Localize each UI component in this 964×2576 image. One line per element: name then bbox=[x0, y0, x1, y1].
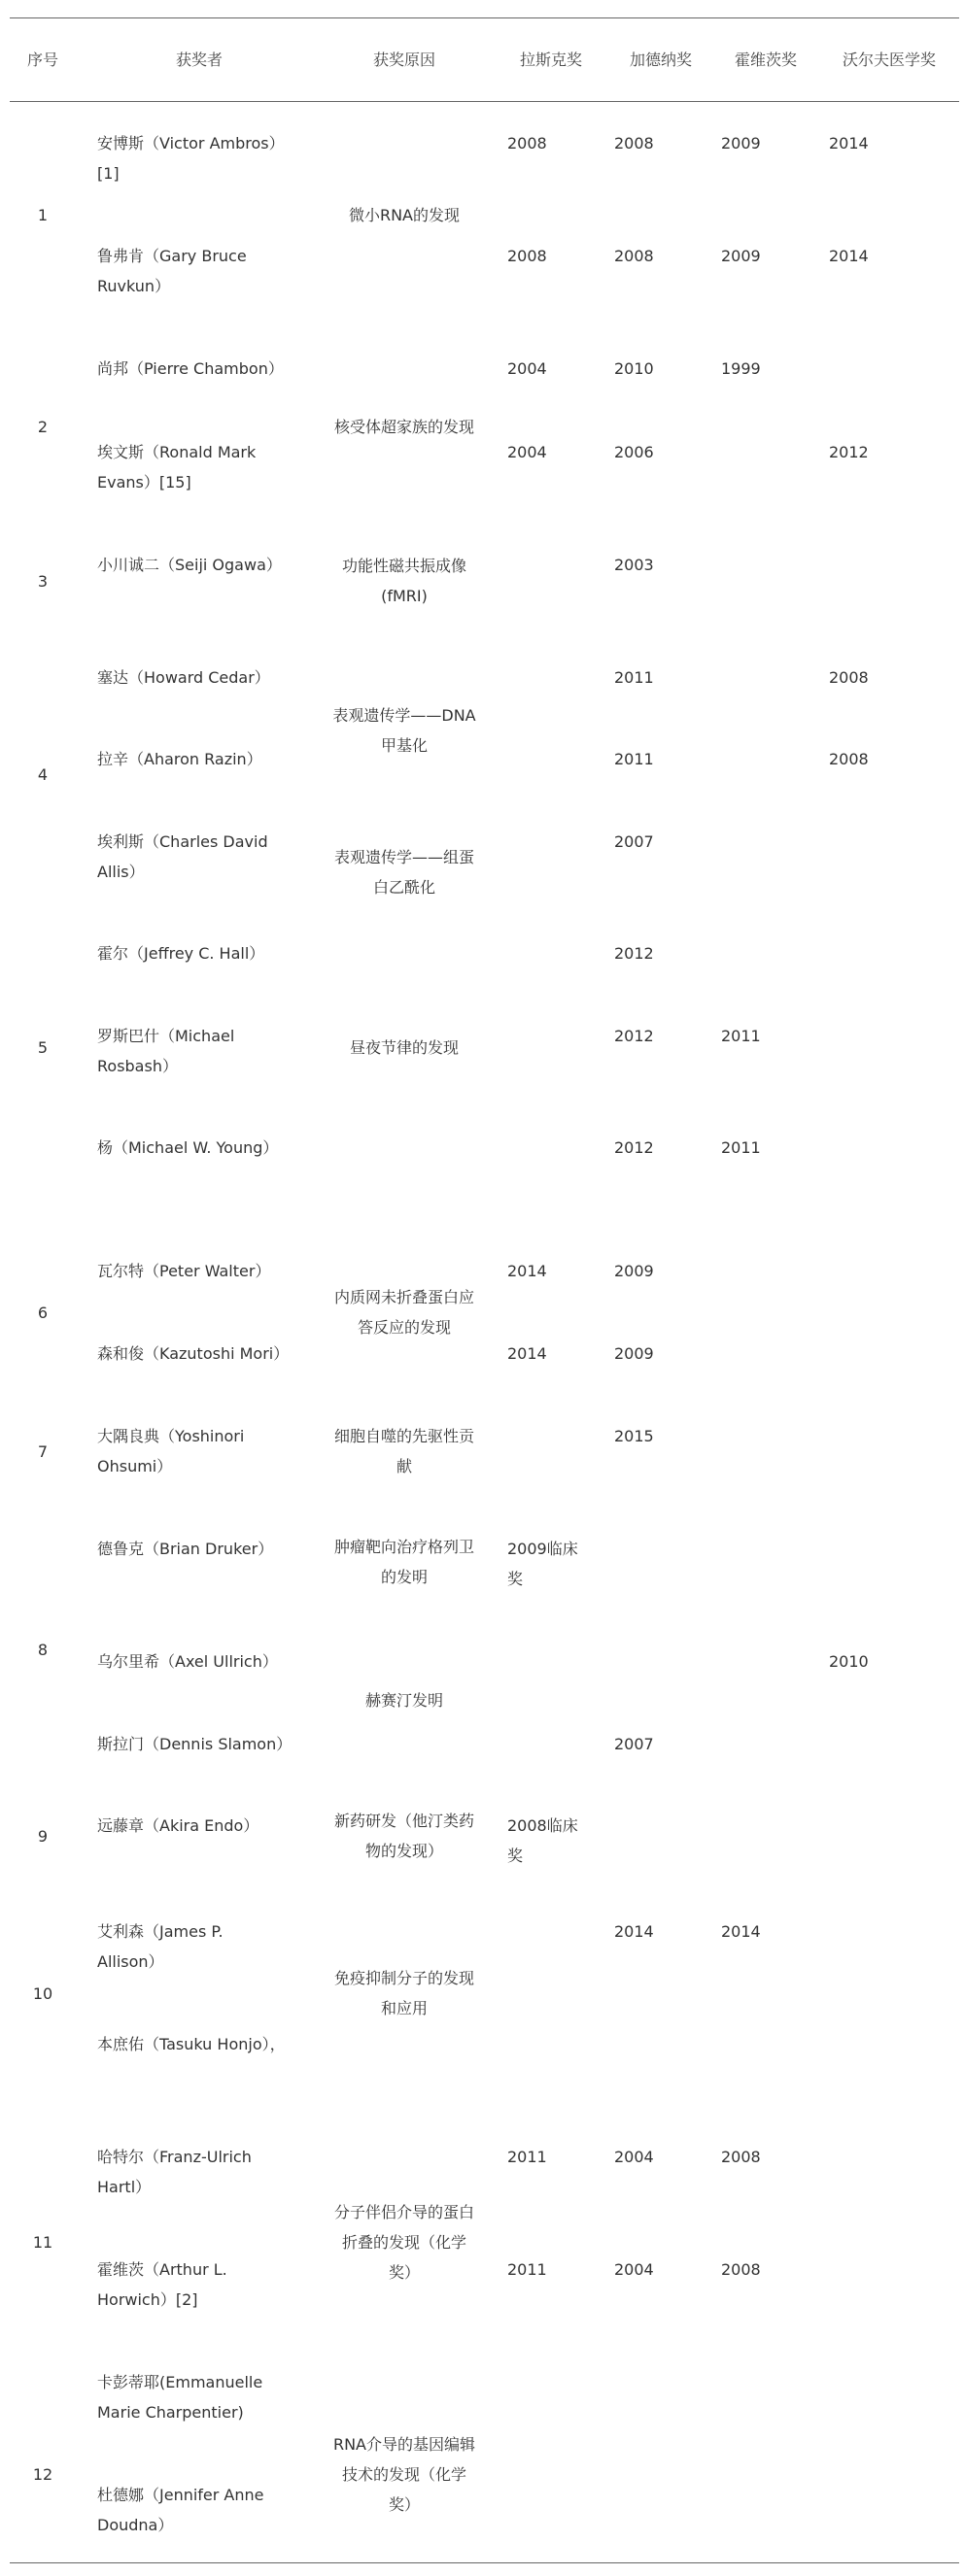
horwitz-year: 2008 bbox=[721, 2260, 761, 2279]
lasker-year: 2014 bbox=[507, 1262, 547, 1280]
col-header-wolf: 沃尔夫医学奖 bbox=[842, 51, 936, 69]
award-reason: 细胞自噬的先驱性贡 献 bbox=[333, 1427, 474, 1475]
group-number: 5 bbox=[37, 1037, 49, 1057]
award-reason: 功能性磁共振成像 (fMRI) bbox=[341, 557, 466, 605]
group-number: 9 bbox=[37, 1826, 49, 1846]
gairdner-year: 2007 bbox=[614, 1735, 654, 1753]
horwitz-year: 2008 bbox=[721, 2148, 761, 2166]
lasker-year: 2009临床 奖 bbox=[507, 1540, 578, 1588]
table-top-rule bbox=[10, 17, 959, 18]
lasker-year: 2011 bbox=[507, 2148, 547, 2166]
award-reason: 微小RNA的发现 bbox=[348, 205, 461, 224]
lasker-year: 2008临床 奖 bbox=[507, 1816, 578, 1865]
laureate-name: 塞达（Howard Cedar） bbox=[97, 668, 270, 687]
laureate-name: 瓦尔特（Peter Walter） bbox=[97, 1262, 271, 1280]
award-reason: 免疫抑制分子的发现 和应用 bbox=[333, 1969, 474, 2017]
gairdner-year: 2011 bbox=[614, 668, 654, 687]
gairdner-year: 2009 bbox=[614, 1262, 654, 1280]
laureate-name: 乌尔里希（Axel Ullrich） bbox=[97, 1652, 278, 1671]
laureate-name: 森和俊（Kazutoshi Mori） bbox=[97, 1344, 290, 1363]
group-number: 7 bbox=[37, 1441, 49, 1461]
gairdner-year: 2015 bbox=[614, 1427, 654, 1445]
horwitz-year: 1999 bbox=[721, 359, 761, 378]
laureate-name: 艾利森（James P. Allison） bbox=[97, 1922, 224, 1971]
gairdner-year: 2006 bbox=[614, 443, 654, 461]
group-number: 11 bbox=[32, 2232, 53, 2252]
lasker-year: 2008 bbox=[507, 134, 547, 153]
laureate-name: 远藤章（Akira Endo） bbox=[97, 1816, 259, 1835]
wolf-year: 2008 bbox=[829, 668, 869, 687]
laureate-name: 安博斯（Victor Ambros） [1] bbox=[97, 134, 285, 183]
lasker-year: 2004 bbox=[507, 443, 547, 461]
wolf-year: 2008 bbox=[829, 750, 869, 768]
col-header-gairdner: 加德纳奖 bbox=[629, 51, 692, 69]
table-bottom-rule bbox=[10, 2562, 959, 2563]
gairdner-year: 2007 bbox=[614, 832, 654, 851]
col-header-horwitz: 霍维茨奖 bbox=[734, 51, 797, 69]
horwitz-year: 2014 bbox=[721, 1922, 761, 1941]
horwitz-year: 2009 bbox=[721, 134, 761, 153]
award-reason: 核受体超家族的发现 bbox=[333, 417, 474, 436]
horwitz-year: 2011 bbox=[721, 1027, 761, 1045]
award-reason: RNA介导的基因编辑 技术的发现（化学 奖） bbox=[332, 2434, 476, 2514]
laureate-name: 大隅良典（Yoshinori Ohsumi） bbox=[97, 1427, 245, 1475]
laureate-name: 罗斯巴什（Michael Rosbash） bbox=[97, 1027, 235, 1075]
group-number: 8 bbox=[37, 1640, 49, 1659]
gairdner-year: 2010 bbox=[614, 359, 654, 378]
group-number: 1 bbox=[37, 205, 49, 224]
laureate-name: 尚邦（Pierre Chambon） bbox=[97, 359, 284, 378]
gairdner-year: 2004 bbox=[614, 2260, 654, 2279]
group-number: 2 bbox=[37, 417, 49, 436]
lasker-year: 2004 bbox=[507, 359, 547, 378]
laureate-name: 拉辛（Aharon Razin） bbox=[97, 750, 262, 768]
gairdner-year: 2008 bbox=[614, 134, 654, 153]
laureate-name: 鲁弗肯（Gary Bruce Ruvkun） bbox=[97, 247, 247, 295]
gairdner-year: 2004 bbox=[614, 2148, 654, 2166]
laureate-name: 埃利斯（Charles David Allis） bbox=[97, 832, 268, 881]
gairdner-year: 2012 bbox=[614, 1138, 654, 1157]
laureate-name: 德鲁克（Brian Druker） bbox=[97, 1540, 274, 1558]
gairdner-year: 2014 bbox=[614, 1922, 654, 1941]
group-number: 10 bbox=[32, 1983, 53, 2003]
award-reason: 肿瘤靶向治疗格列卫 的发明 bbox=[333, 1538, 474, 1586]
award-reason: 表观遗传学——DNA 甲基化 bbox=[332, 706, 476, 755]
award-reason: 新药研发（他汀类药 物的发现） bbox=[333, 1812, 474, 1860]
award-reason: 赫赛汀发明 bbox=[364, 1690, 443, 1710]
laureate-name: 小川诚二（Seiji Ogawa） bbox=[97, 556, 282, 574]
gairdner-year: 2003 bbox=[614, 556, 654, 574]
award-reason: 内质网未折叠蛋白应 答反应的发现 bbox=[333, 1288, 474, 1337]
lasker-year: 2008 bbox=[507, 247, 547, 265]
col-header-no: 序号 bbox=[26, 51, 58, 69]
col-header-laureate: 获奖者 bbox=[175, 51, 223, 69]
gairdner-year: 2009 bbox=[614, 1344, 654, 1363]
laureate-name: 斯拉门（Dennis Slamon） bbox=[97, 1735, 293, 1753]
gairdner-year: 2012 bbox=[614, 1027, 654, 1045]
lasker-year: 2014 bbox=[507, 1344, 547, 1363]
col-header-reason: 获奖原因 bbox=[372, 51, 435, 69]
group-number: 3 bbox=[37, 571, 49, 591]
laureate-name: 卡彭蒂耶(Emmanuelle Marie Charpentier) bbox=[97, 2373, 263, 2422]
laureate-name: 霍维茨（Arthur L. Horwich）[2] bbox=[97, 2260, 227, 2309]
laureate-name: 杜德娜（Jennifer Anne Doudna） bbox=[97, 2486, 264, 2534]
gairdner-year: 2011 bbox=[614, 750, 654, 768]
laureate-name: 霍尔（Jeffrey C. Hall） bbox=[97, 944, 265, 963]
award-reason: 分子伴侣介导的蛋白 折叠的发现（化学 奖） bbox=[333, 2202, 474, 2282]
laureate-name: 哈特尔（Franz-Ulrich Hartl） bbox=[97, 2148, 252, 2196]
gairdner-year: 2008 bbox=[614, 247, 654, 265]
group-number: 12 bbox=[32, 2464, 53, 2484]
group-number: 6 bbox=[37, 1303, 49, 1322]
header-divider bbox=[10, 101, 959, 102]
horwitz-year: 2009 bbox=[721, 247, 761, 265]
group-number: 4 bbox=[37, 764, 49, 784]
lasker-year: 2011 bbox=[507, 2260, 547, 2279]
laureate-name: 杨（Michael W. Young） bbox=[97, 1138, 279, 1157]
wolf-year: 2012 bbox=[829, 443, 869, 461]
horwitz-year: 2011 bbox=[721, 1138, 761, 1157]
award-reason: 表观遗传学——组蛋 白乙酰化 bbox=[333, 848, 474, 897]
col-header-lasker: 拉斯克奖 bbox=[519, 51, 582, 69]
gairdner-year: 2012 bbox=[614, 944, 654, 963]
award-reason: 昼夜节律的发现 bbox=[349, 1037, 459, 1057]
wolf-year: 2014 bbox=[829, 247, 869, 265]
wolf-year: 2014 bbox=[829, 134, 869, 153]
laureate-name: 埃文斯（Ronald Mark Evans）[15] bbox=[97, 443, 257, 491]
laureate-name: 本庶佑（Tasuku Honjo）， bbox=[97, 2035, 286, 2053]
wolf-year: 2010 bbox=[829, 1652, 869, 1671]
